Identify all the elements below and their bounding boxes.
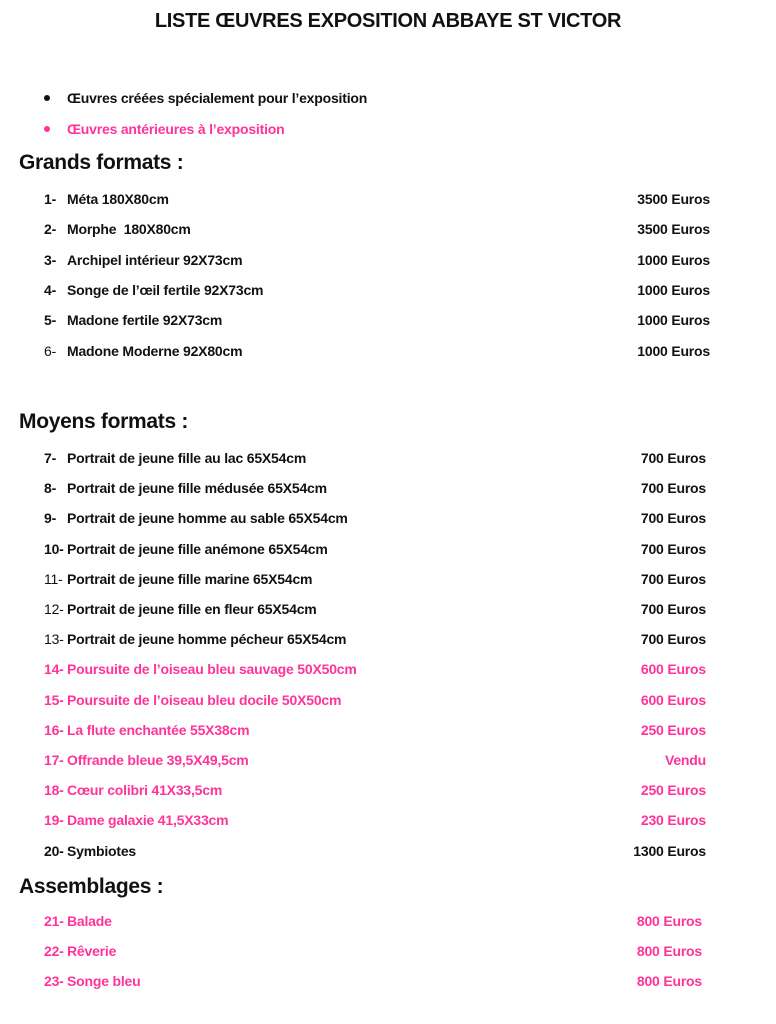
artwork-row <box>44 973 140 993</box>
artwork-name: Portrait de jeune fille en fleur 65X54cm <box>67 601 317 617</box>
artwork-number: 6- <box>44 343 57 359</box>
artwork-row <box>44 913 112 933</box>
artwork-price: 1000 Euros <box>637 282 710 298</box>
artwork-row <box>44 843 136 863</box>
artwork-number: 2- <box>44 221 57 237</box>
artwork-name: Portrait de jeune fille médusée 65X54cm <box>67 480 327 496</box>
artwork-name: Méta 180X80cm <box>67 191 169 207</box>
artwork-number: 11- <box>44 571 63 587</box>
artwork-name: Balade <box>67 913 112 929</box>
artwork-number: 14- <box>44 661 64 677</box>
artwork-row <box>44 752 249 772</box>
artwork-row <box>44 221 191 241</box>
artwork-name: Offrande bleue 39,5X49,5cm <box>67 752 249 768</box>
artwork-price: 700 Euros <box>640 450 706 466</box>
artwork-name: Cœur colibri 41X33,5cm <box>67 782 223 798</box>
artwork-row <box>44 943 116 963</box>
artwork-price: 3500 Euros <box>637 221 710 237</box>
artwork-row <box>44 312 222 332</box>
artwork-price: 1000 Euros <box>637 312 710 328</box>
artwork-number: 1- <box>44 191 57 207</box>
artwork-name: Morphe 180X80cm <box>67 221 191 237</box>
artwork-row <box>44 631 346 651</box>
artwork-row <box>44 252 242 272</box>
artwork-price: 600 Euros <box>640 692 706 708</box>
artwork-price: 800 Euros <box>636 973 702 989</box>
artwork-number: 23- <box>44 973 64 989</box>
artwork-number: 19- <box>44 812 64 828</box>
legend-item-earlier-works <box>44 121 284 137</box>
page-title: LISTE ŒUVRES EXPOSITION ABBAYE ST VICTOR <box>154 10 622 32</box>
artwork-price: 3500 Euros <box>637 191 710 207</box>
artwork-name: Rêverie <box>67 943 117 959</box>
legend-label: Œuvres créées spécialement pour l’exposition <box>67 90 368 106</box>
artwork-price: 800 Euros <box>636 913 702 929</box>
legend-item-new-works <box>44 90 367 106</box>
artwork-name: Portrait de jeune homme pécheur 65X54cm <box>67 631 347 647</box>
section-heading-moyens-formats: Moyens formats : <box>19 410 189 433</box>
artwork-row <box>44 510 348 530</box>
artwork-price: 800 Euros <box>636 943 702 959</box>
artwork-row <box>44 661 357 681</box>
artwork-name: Portrait de jeune fille anémone 65X54cm <box>67 541 328 557</box>
artwork-price: 250 Euros <box>640 782 706 798</box>
artwork-price: 250 Euros <box>640 722 706 738</box>
legend-label: Œuvres antérieures à l’exposition <box>67 121 285 137</box>
artwork-price: 700 Euros <box>640 631 706 647</box>
artwork-price: 600 Euros <box>640 661 706 677</box>
artwork-row <box>44 282 263 302</box>
artwork-number: 4- <box>44 282 57 298</box>
artwork-row <box>44 601 317 621</box>
artwork-price: 700 Euros <box>640 510 706 526</box>
artwork-number: 13- <box>44 631 64 647</box>
artwork-row <box>44 541 328 561</box>
artwork-number: 3- <box>44 252 57 268</box>
artwork-name: Portrait de jeune homme au sable 65X54cm <box>67 510 348 526</box>
artwork-name: Madone Moderne 92X80cm <box>67 343 243 359</box>
artwork-row <box>44 450 306 470</box>
artwork-name: Poursuite de l’oiseau bleu sauvage 50X50cm <box>67 661 357 677</box>
artwork-row <box>44 722 249 742</box>
artwork-name: Madone fertile 92X73cm <box>67 312 223 328</box>
artwork-name: Dame galaxie 41,5X33cm <box>67 812 229 828</box>
artwork-row <box>44 571 312 591</box>
artwork-number: 21- <box>44 913 64 929</box>
section-heading-assemblages: Assemblages : <box>19 875 164 898</box>
artwork-number: 7- <box>44 450 57 466</box>
artwork-price: 700 Euros <box>640 601 706 617</box>
artwork-name: Poursuite de l’oiseau bleu docile 50X50cm <box>67 692 342 708</box>
artwork-price: 700 Euros <box>640 480 706 496</box>
artwork-number: 12- <box>44 601 64 617</box>
artwork-number: 17- <box>44 752 64 768</box>
artwork-price: 230 Euros <box>640 812 706 828</box>
artwork-name: Portrait de jeune fille marine 65X54cm <box>67 571 313 587</box>
artwork-name: La flute enchantée 55X38cm <box>67 722 250 738</box>
artwork-name: Songe bleu <box>67 973 141 989</box>
artwork-row <box>44 343 242 363</box>
artwork-price: 1000 Euros <box>637 252 710 268</box>
artwork-row <box>44 782 222 802</box>
section-heading-grands-formats: Grands formats : <box>19 151 184 174</box>
artwork-price: 1000 Euros <box>637 343 710 359</box>
artwork-price: Vendu <box>664 752 706 768</box>
artwork-name: Portrait de jeune fille au lac 65X54cm <box>67 450 307 466</box>
artwork-number: 20- <box>44 843 64 859</box>
artwork-name: Symbiotes <box>67 843 136 859</box>
artwork-price: 700 Euros <box>640 571 706 587</box>
artwork-number: 9- <box>44 510 57 526</box>
bullet-icon <box>44 95 50 101</box>
artwork-row <box>44 812 228 832</box>
artwork-number: 10- <box>44 541 64 557</box>
artwork-number: 18- <box>44 782 64 798</box>
artwork-number: 8- <box>44 480 57 496</box>
artwork-number: 22- <box>44 943 64 959</box>
artwork-name: Songe de l’œil fertile 92X73cm <box>67 282 264 298</box>
artwork-row <box>44 692 341 712</box>
artwork-price: 1300 Euros <box>633 843 706 859</box>
artwork-number: 5- <box>44 312 57 328</box>
bullet-icon <box>44 126 50 132</box>
artwork-name: Archipel intérieur 92X73cm <box>67 252 243 268</box>
artwork-row <box>44 480 327 500</box>
artwork-price: 700 Euros <box>640 541 706 557</box>
artwork-number: 15- <box>44 692 64 708</box>
artwork-number: 16- <box>44 722 64 738</box>
artwork-row <box>44 191 169 211</box>
